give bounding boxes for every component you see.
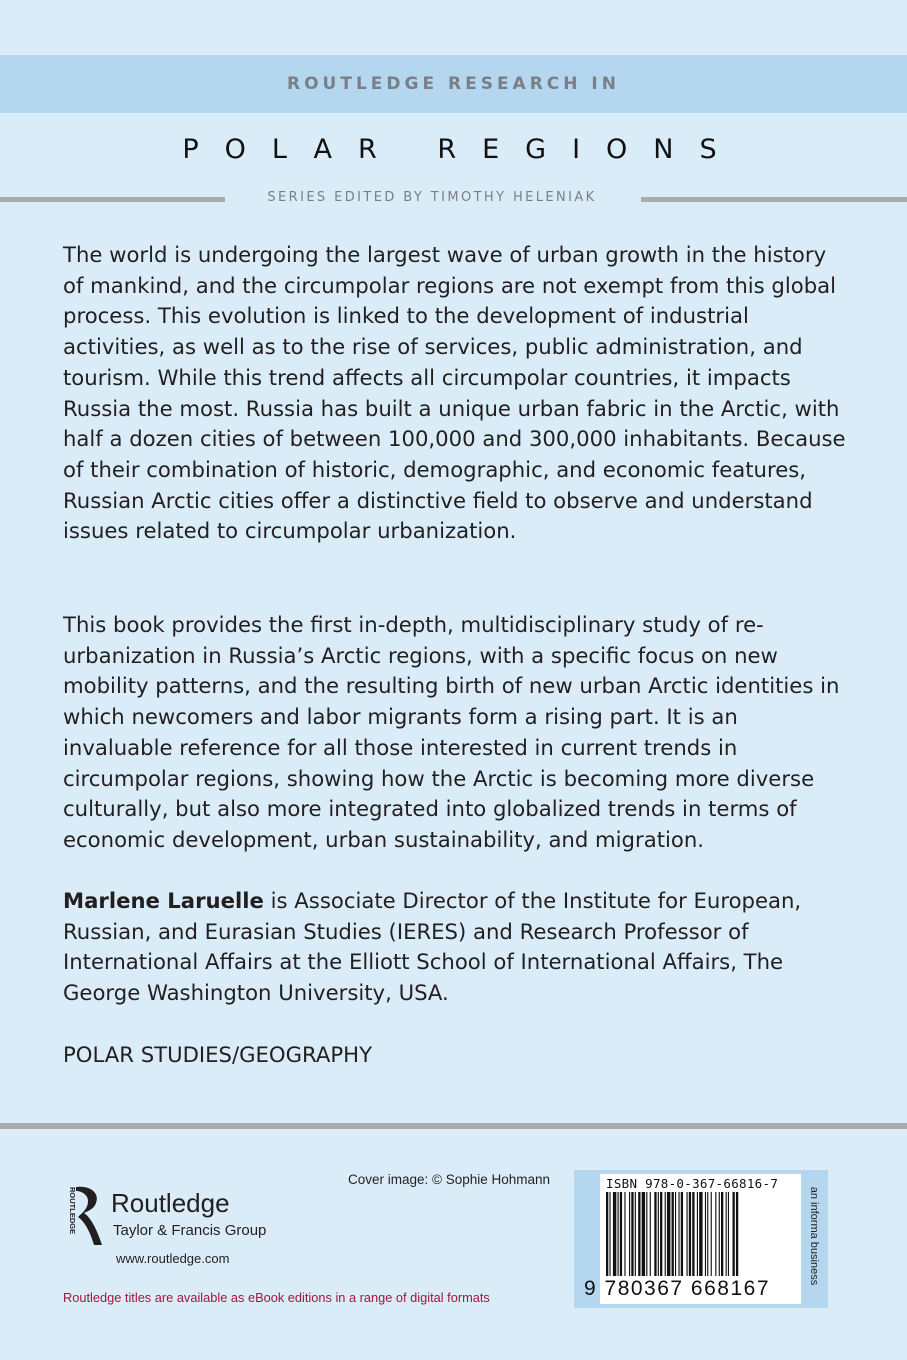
routledge-logo-icon [60,1185,106,1247]
series-name-top: ROUTLEDGE RESEARCH IN [287,74,620,94]
bottom-divider [0,1123,907,1129]
barcode-icon [600,1190,801,1280]
publisher-name: Routledge [111,1188,230,1218]
isbn-label: ISBN 978-0-367-66816-7 [606,1176,779,1191]
informa-note: an informa business [808,1186,820,1286]
subject-category: POLAR STUDIES/GEOGRAPHY [63,1042,373,1067]
informa-note-wrap [803,1176,823,1302]
author-bio [63,886,853,1009]
publisher-group: Taylor & Francis Group [113,1222,267,1239]
series-editor: SERIES EDITED BY TIMOTHY HELENIAK [267,190,597,205]
editor-rule-right [641,197,907,202]
barcode-digits: 9 780367 668167 [584,1277,770,1300]
series-editor-row [0,190,907,206]
cover-credit: Cover image: © Sophie Hohmann [348,1172,551,1187]
blurb-paragraph-2: This book provides the first in-depth, multidisciplinary study of re-urbanization in Russia’s Arctic regions, with a specific focus on new mobility patterns, and the resulting birth of new urban Arctic identities in which newcomers and labor migrants form a rising part. It is an invaluable reference for all those interested in current trends in circumpolar regions, showing how the Arctic is becoming more diverse culturally, but also more integrated into globalized trends in terms of economic development, urban sustainability, and migration. [63,612,840,852]
ebook-note: Routledge titles are available as eBook editions in a range of digital formats [63,1290,490,1305]
author-bio-text: is Associate Director of the Institute for European, Russian, and Eurasian Studies (IERES) and Research Professor of International Affairs at the Elliott School of International Affairs, The George Washington University, USA. [63,888,802,1006]
author-name: Marlene Laruelle [63,888,264,913]
logo-vertical-text: ROUTLEDGE [68,1187,77,1235]
publisher-url[interactable]: www.routledge.com [116,1251,230,1266]
series-title: POLAR REGIONS [182,134,743,165]
blurb-paragraph-1: The world is undergoing the largest wave of urban growth in the history of mankind, and the circumpolar regions are not exempt from this global process. This evolution is linked to the development of industrial activities, as well as to the rise of services, public administration, and tourism. While this trend affects all circumpolar countries, it impacts Russia the most. Russia has built a unique urban fabric in the Arctic, with half a dozen cities of between 100,000 and 300,000 inhabitants. Because of their combination of historic, demographic, and economic features, Russian Arctic cities offer a distinctive field to observe and understand issues related to circumpolar urbanization. [63,242,846,544]
editor-rule-left [0,197,225,202]
